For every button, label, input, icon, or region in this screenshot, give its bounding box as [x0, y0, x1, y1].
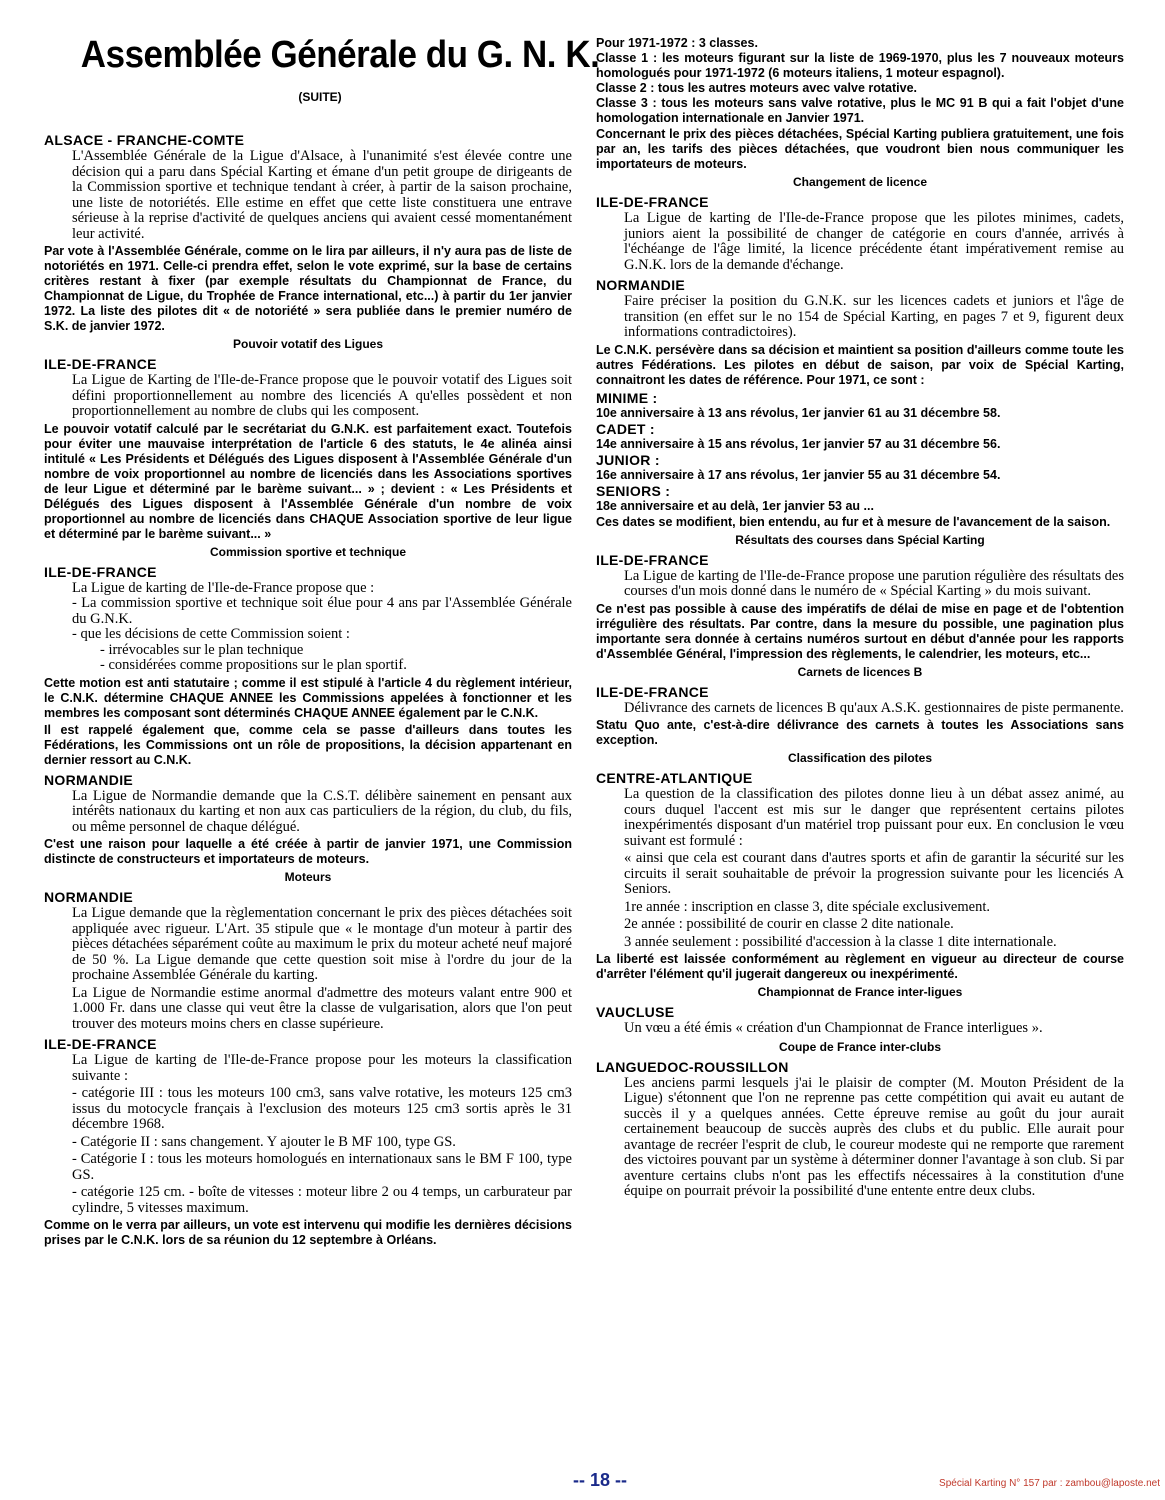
reply-paragraph: Classe 2 : tous les autres moteurs avec valve rotative. [596, 81, 917, 95]
subheading: Classification des pilotes [787, 751, 933, 765]
section-heading: ILE-DE-FRANCE [596, 194, 709, 210]
category-dates: 10e anniversaire à 13 ans révolus, 1er janvier 61 au 31 décembre 58. [596, 405, 1001, 420]
category-heading: SENIORS : [596, 482, 671, 499]
reply-paragraph: Le C.N.K. persévère dans sa décision et maintient sa position d'ailleurs comme toute les autres Fédérations. Les pilotes en début de saison, par voix de Spécial Karting, connaitront les dates de référence. Pour 1971, ce sont : [596, 342, 1124, 387]
reply-paragraph: Ces dates se modifient, bien entendu, au fur et à mesure de l'avancement de la saison. [596, 514, 1111, 529]
body-paragraph: La Ligue de Normandie estime anormal d'admettre des moteurs valant entre 900 et 1.000 Fr. dans une classe qui veut être la classe de vulgarisation, alors que l'on peut trouver des moteurs moins chers en classe supérieure. [72, 984, 572, 1032]
right-column [596, 36, 1124, 1202]
section-heading: ILE-DE-FRANCE [596, 683, 709, 700]
section-heading: NORMANDIE [596, 277, 686, 293]
list-item: - La commission sportive et technique soit élue pour 4 ans par l'Assemblée Générale du G.N.K. [72, 595, 572, 627]
body-paragraph: L'Assemblée Générale de la Ligue d'Alsace, à l'unanimité s'est élevée contre une décision qui a paru dans Spécial Karting et émane d'un petit groupe de dirigeants de la Commission sportive et technique tendant à créer, à partir de la saison prochaine, une liste de notoriétés. Elle estime en effet que cette liste constituera une entrave sérieuse à la reprise d'activité de quelques anciens qui avaient cessé momentanément leur activité. [72, 148, 572, 242]
reply-paragraph: Concernant le prix des pièces détachées, Spécial Karting publiera gratuitement, une fois par an, les tarifs des pièces détachées, que voudront bien nous communiquer les importateurs de moteurs. [596, 127, 1124, 171]
section-heading: LANGUEDOC-ROUSSILLON [596, 1058, 789, 1075]
left-column [44, 128, 572, 1250]
body-paragraph: La question de la classification des pilotes donne lieu à un débat assez animé, au cours duquel l'accent est mis sur le danger que représentent certains pilotes inexpérimentés disposant d'un matériel trop puissant pour eux. En conclusion le vœu suivant est formulé : [624, 786, 1124, 849]
article-subtitle: (SUITE) [298, 90, 342, 104]
body-paragraph: Faire préciser la position du G.N.K. sur les licences cadets et juniors et l'âge de transition (en effet sur le no 154 de Spécial Karting, en pages 7 et 9, figurent deux informations contradictoires). [624, 293, 1124, 340]
category-dates: 16e anniversaire à 17 ans révolus, 1er janvier 55 au 31 décembre 54. [596, 467, 1001, 482]
reply-paragraph: C'est une raison pour laquelle a été créée à partir de janvier 1971, une Commission distincte de constructeurs et importateurs de moteurs. [44, 837, 572, 866]
subheading: Commission sportive et technique [209, 544, 407, 559]
subheading: Résultats des courses dans Spécial Karting [735, 532, 985, 547]
body-paragraph: La Ligue demande que la règlementation concernant le prix des pièces détachées soit appliquée avec rigueur. L'Art. 35 stipule que « le montage d'un moteur à partir des pièces détachées séparément coûte au maximum le prix du moteur acheté neuf majoré de 50 %. La Ligue demande que cette question soit mise à l'ordre du jour de la prochaine Assemblée Générale du karting. [72, 905, 572, 983]
section-heading: NORMANDIE [44, 889, 134, 905]
subheading: Changement de licence [792, 175, 928, 189]
body-paragraph: La Ligue de Normandie demande que la C.S.T. délibère sainement en pensant aux intérêts nationaux du karting et non aux cas particuliers de la région, du club, du fils, ou même personnel de chaque délégué. [72, 787, 572, 835]
reply-paragraph: Classe 3 : tous les moteurs sans valve rotative, plus le MC 91 B qui a fait l'objet d'une homologation internationale en Janvier 1971. [596, 96, 1124, 125]
list-item: - que les décisions de cette Commission soient : [72, 626, 350, 642]
reply-paragraph: La liberté est laissée conformément au règlement en vigueur au directeur de course d'arrêter l'élément qu'il jugerait dangereux ou inexpérimenté. [596, 952, 1124, 981]
reply-paragraph: Le pouvoir votatif calculé par le secrétariat du G.N.K. est parfaitement exact. Toutefois pour éviter une mauvaise interprétation de l'article 6 des statuts, le 4e alinéa ainsi intitulé « Les Présidents et Délégués des Ligues disposent à l'Assemblée Générale d'un nombre de voix proportionnel au nombre de licenciés dans les Associations sportives de leur Ligue et déterminé par le barème suivant... » ; devient : « Les Présidents et Délégués des Ligues disposent à l'Assemblée Générale d'un nombre de voix proportionnel au nombre de licenciés dans CHAQUE Association sportive de leur ligue et déterminé par le barème suivant... » [44, 421, 572, 541]
list-item: - irrévocables sur le plan technique [100, 641, 304, 658]
body-paragraph: 2e année : possibilité de courir en classe 2 dite nationale. [624, 916, 954, 932]
reply-paragraph: Comme on le verra par ailleurs, un vote est intervenu qui modifie les dernières décisions prises par le C.N.K. lors de sa réunion du 12 septembre à Orléans. [44, 1218, 572, 1247]
body-paragraph: - catégorie III : tous les moteurs 100 cm3, sans valve rotative, les moteurs 125 cm3 issus du motocycle français à l'exclusion des moteurs 125 cm3 sortis après le 31 décembre 1968. [72, 1085, 572, 1132]
section-heading: ALSACE - FRANCHE-COMTE [44, 132, 245, 148]
body-paragraph: 1re année : inscription en classe 3, dite spéciale exclusivement. [624, 898, 990, 915]
section-heading: NORMANDIE [44, 771, 134, 788]
section-heading: VAUCLUSE [596, 1004, 675, 1020]
section-heading: ILE-DE-FRANCE [596, 551, 709, 568]
reply-paragraph: Cette motion est anti statutaire ; comme il est stipulé à l'article 4 du règlement intérieur, le C.N.K. détermine CHAQUE ANNEE les Commissions appelées à fonctionner et les membres les composant sont déterminés CHAQUE ANNEE également par le C.N.K. [44, 675, 572, 720]
reply-paragraph: Pour 1971-1972 : 3 classes. [596, 36, 758, 50]
section-heading: ILE-DE-FRANCE [44, 563, 157, 580]
subheading: Coupe de France inter-clubs [778, 1039, 942, 1054]
category-heading: MINIME : [596, 389, 658, 406]
body-paragraph: La Ligue de karting de l'Ile-de-France propose que les pilotes minimes, cadets, juniors aient la possibilité de changer de catégorie en cours d'année, arrivés à l'échéange de l'âge limité, la licence précédente étant impérativement remise au G.N.K. lors de la demande d'échange. [624, 210, 1124, 273]
reply-paragraph: Statu Quo ante, c'est-à-dire délivrance des carnets à toutes les Associations sans exception. [596, 718, 1124, 747]
body-paragraph: « ainsi que cela est courant dans d'autres sports et afin de garantir la sécurité sur les circuits il serait souhaitable de prévoir la progression suivante pour les licenciés A Seniors. [624, 850, 1124, 897]
reply-paragraph: Classe 1 : les moteurs figurant sur la liste de 1969-1970, plus les 7 nouveaux moteurs homologués pour 1971-1972 (6 moteurs italiens, 1 moteur espagnol). [596, 51, 1124, 80]
body-paragraph: - Catégorie II : sans changement. Y ajouter le B MF 100, type GS. [72, 1133, 456, 1150]
subheading: Championnat de France inter-ligues [757, 985, 963, 999]
section-heading: CENTRE-ATLANTIQUE [596, 770, 753, 786]
source-credit: Spécial Karting N° 157 par : zambou@laposte.net [939, 1478, 1160, 1489]
category-heading: JUNIOR : [596, 451, 660, 468]
body-paragraph: Les anciens parmi lesquels j'ai le plaisir de compter (M. Mouton Président de la Ligue) s'étonnent que l'on ne reprenne pas cette compétition qui avait eu autant de succès il y a quelques années. Cette épreuve remise au goût du jour aurait certainement beaucoup de succès auprès des clubs et du public. Elle aurait pour avantage de recréer l'esprit de club, le coureur modeste qui ne remporte que rarement des victoires pouvant par un système à déterminer donner l'avantage à son club. Si par aventure certains clubs n'ont pas les effectifs nécessaires à la constitution d'une équipe on pourrait prévoir la possibilité d'une entente entre deux clubs. [624, 1074, 1124, 1199]
body-paragraph: - Catégorie I : tous les moteurs homologués en internationaux sans le BM F 100, type GS. [72, 1151, 572, 1183]
reply-paragraph: Ce n'est pas possible à cause des impératifs de délai de mise en page et de l'obtention irrégulière des résultats. Par contre, dans la mesure du possible, une pagination plus importante sera donnée à certains numéros surtout en début d'année pour les rapports d'Assemblée Général, l'impression des règlements, le calendrier, les moteurs, etc... [596, 601, 1124, 661]
category-dates: 14e anniversaire à 15 ans révolus, 1er janvier 57 au 31 décembre 56. [596, 436, 1001, 451]
list-item: La Ligue de karting de l'Ile-de-France propose que : [72, 579, 375, 596]
section-heading: ILE-DE-FRANCE [44, 356, 157, 372]
category-dates: 18e anniversaire et au delà, 1er janvier 53 au ... [596, 498, 874, 513]
body-paragraph: 3 année seulement : possibilité d'accession à la classe 1 dite internationale. [624, 933, 1057, 950]
body-paragraph: - catégorie 125 cm. - boîte de vitesses : moteur libre 2 ou 4 temps, un carburateur par cylindre, 5 vitesses maximum. [72, 1184, 572, 1216]
body-paragraph: Un vœu a été émis « création d'un Championnat de France interligues ». [624, 1020, 1043, 1036]
body-paragraph: La Ligue de karting de l'Ile-de-France propose une parution régulière des résultats des courses d'un mois donné dans le numéro de « Spécial Karting » du mois suivant. [624, 567, 1124, 599]
subheading: Pouvoir votatif des Ligues [232, 337, 384, 351]
list-item: - considérées comme propositions sur le plan sportif. [100, 657, 407, 673]
category-heading: CADET : [596, 420, 655, 437]
article-title: Assemblée Générale du G. N. K. [80, 34, 600, 76]
subheading: Carnets de licences B [797, 664, 923, 679]
body-paragraph: La Ligue de karting de l'Ile-de-France propose pour les moteurs la classification suivante : [72, 1052, 572, 1084]
proposal-list [44, 581, 572, 674]
body-paragraph: Délivrance des carnets de licences B qu'aux A.S.K. gestionnaires de piste permanente. [624, 699, 1124, 716]
page-number: -- 18 -- [573, 1470, 627, 1490]
reply-paragraph: Par vote à l'Assemblée Générale, comme on le lira par ailleurs, il n'y aura pas de liste de notoriétés en 1971. Celle-ci prendra effet, selon le vote exprimé, sur la base de certains critères restant à fixer (par exemple résultats du Championnat de France, du Championnat de Ligue, du Trophée de France international, etc...) à partir du 1er janvier 1972. La liste des pilotes dit « de notoriété » sera publiée dans le premier numéro de S.K. de janvier 1972. [44, 244, 572, 333]
section-heading: ILE-DE-FRANCE [44, 1036, 157, 1052]
reply-paragraph: Il est rappelé également que, comme cela se passe d'ailleurs dans toutes les Fédérations, les Commissions ont un rôle de propositions, la décision appartenant en dernier ressort au C.N.K. [44, 722, 572, 767]
subheading: Moteurs [284, 870, 332, 884]
body-paragraph: La Ligue de Karting de l'Ile-de-France propose que le pouvoir votatif des Ligues soit défini proportionnellement au nombre des licenciés A qu'elles possèdent et non proportionnellement au nombre de clubs qui les composent. [72, 372, 572, 419]
